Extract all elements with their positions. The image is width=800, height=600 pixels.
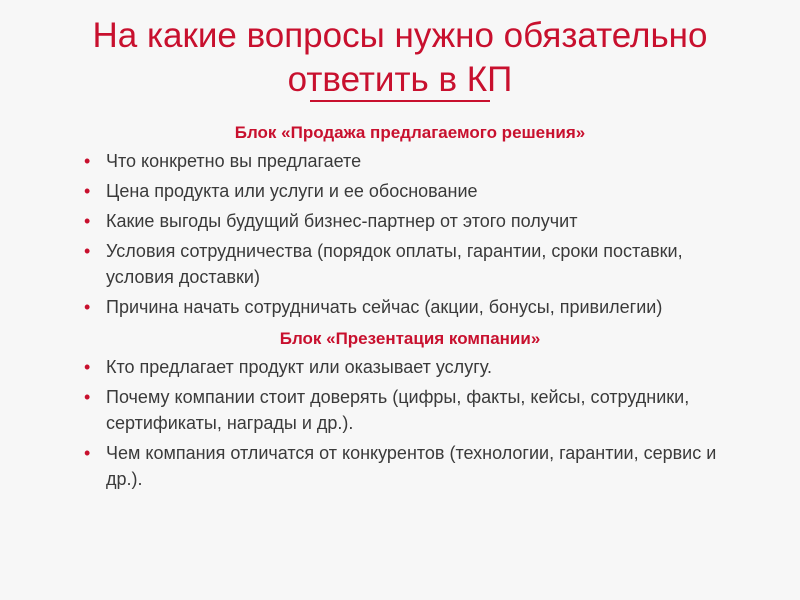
list-item (80, 238, 740, 290)
title-underline (310, 100, 490, 102)
bullet-icon: • (84, 357, 91, 377)
list-item (80, 208, 740, 234)
list-item-text: Что конкретно вы предлагаете (106, 151, 362, 171)
bullet-icon: • (84, 211, 91, 231)
list-item-text: Причина начать сотрудничать сейчас (акции, бонусы, привилегии) (106, 297, 663, 317)
list-item-text: Цена продукта или услуги и ее обоснование (106, 181, 478, 201)
list-item-text: Чем компания отличатся от конкурентов (технологии, гарантии, сервис и др.). (106, 443, 717, 489)
bullet-icon: • (84, 297, 91, 317)
bullet-icon: • (84, 387, 91, 407)
list-item (80, 148, 740, 174)
list-item-text: Почему компании стоит доверять (цифры, факты, кейсы, сотрудники, сертификаты, награды и др.). (106, 387, 690, 433)
slide-title (40, 14, 760, 102)
bullet-icon: • (84, 181, 91, 201)
list-item (80, 440, 740, 492)
block-heading-sales: Блок «Продажа предлагаемого решения» (234, 123, 586, 142)
list-item-text: Условия сотрудничества (порядок оплаты, гарантии, сроки поставки, условия доставки) (106, 241, 683, 287)
bullet-list-sales (80, 148, 740, 320)
list-item (80, 294, 740, 320)
list-item-text: Какие выгоды будущий бизнес-партнер от этого получит (106, 211, 578, 231)
bullet-icon: • (84, 241, 91, 261)
bullet-list-company (80, 354, 740, 492)
block-heading-company: Блок «Презентация компании» (279, 329, 541, 348)
list-item (80, 178, 740, 204)
bullet-icon: • (84, 151, 91, 171)
list-item (80, 354, 740, 380)
slide-title-line-2: ответить в КП (287, 60, 513, 99)
slide-content (80, 118, 740, 496)
list-item (80, 384, 740, 436)
list-item-text: Кто предлагает продукт или оказывает услугу. (106, 357, 492, 377)
bullet-icon: • (84, 443, 91, 463)
slide-title-line-1: На какие вопросы нужно обязательно (92, 16, 708, 55)
